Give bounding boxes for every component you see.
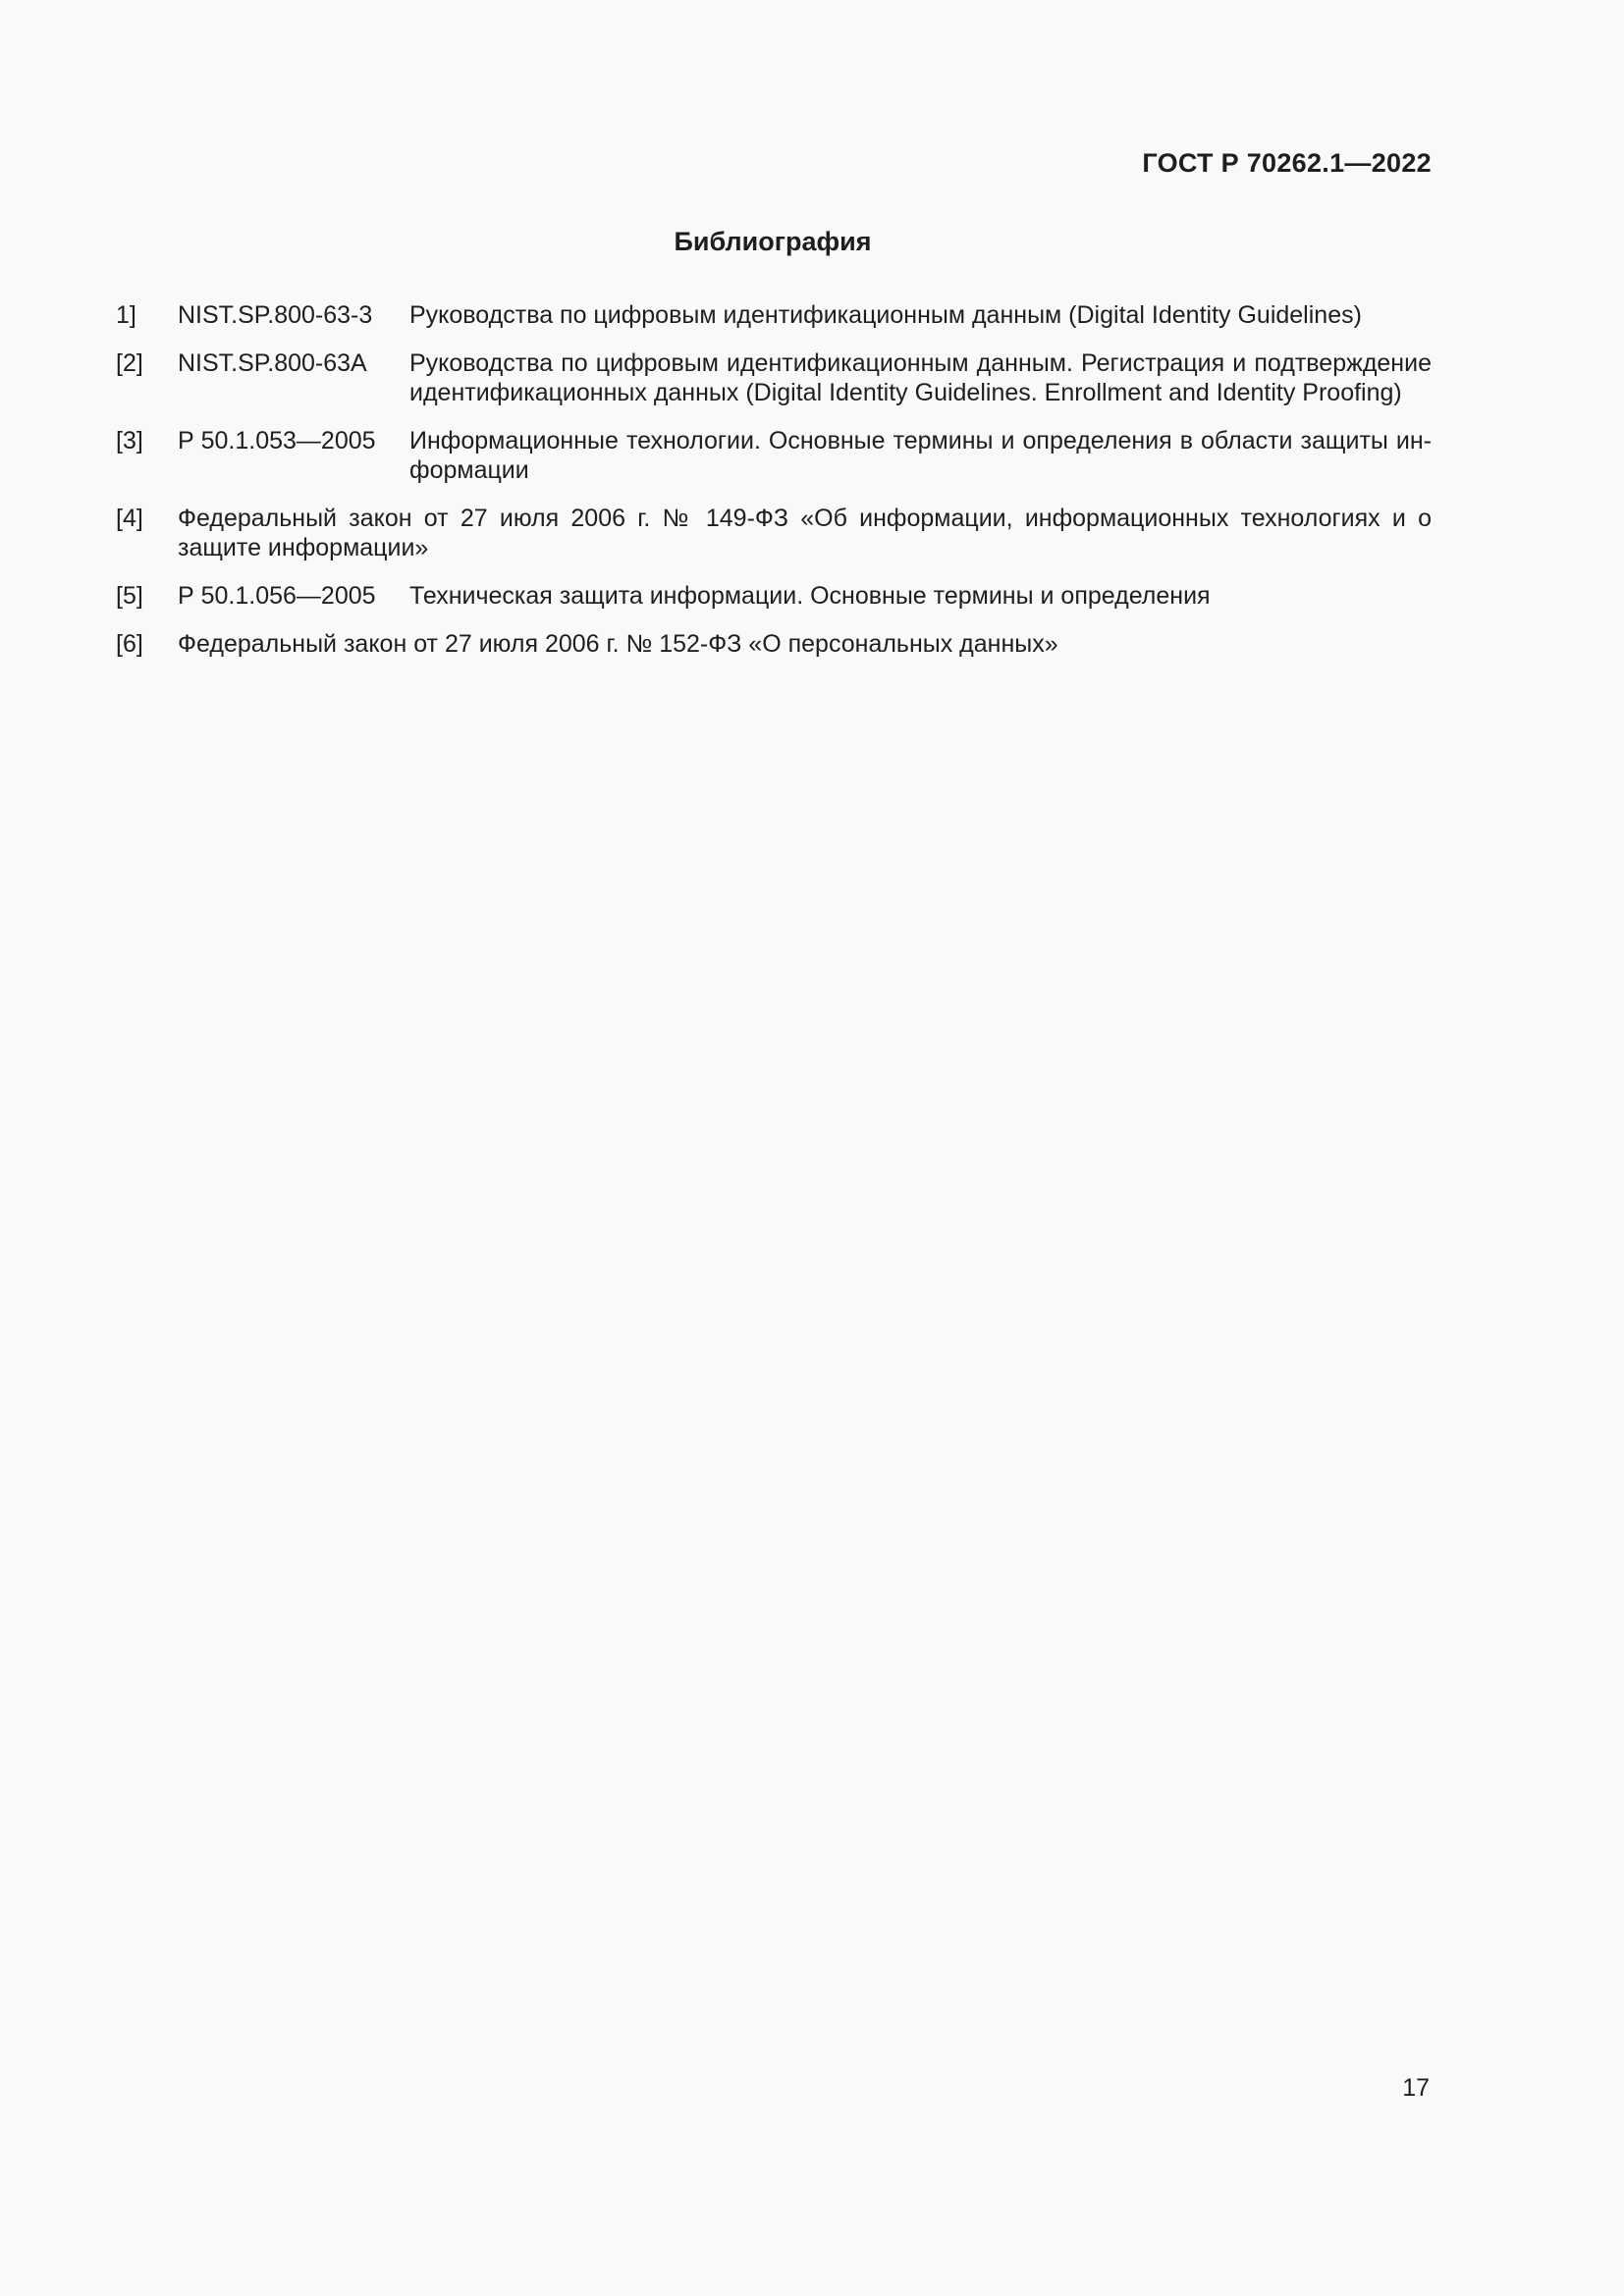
entry-number: 1] <box>116 301 136 329</box>
entry-text: Федеральный закон от 27 июля 2006 г. № 149-ФЗ «Об информации, информационных технологиях и о защите информации» <box>178 505 1432 561</box>
bibliography-entry <box>116 426 1432 485</box>
document-code: ГОСТ Р 70262.1—2022 <box>1142 148 1432 178</box>
entry-number: [5] <box>116 582 143 610</box>
bibliography-entry <box>116 629 1432 659</box>
bibliography-entry <box>116 581 1432 611</box>
entry-text: Руководства по цифровым идентификационным данным (Digital Identity Guidelines) <box>409 301 1362 329</box>
bibliography-entry <box>116 348 1432 407</box>
entry-code: NIST.SP.800-63A <box>178 349 367 377</box>
bibliography-list <box>116 300 1432 677</box>
entry-code: Р 50.1.053—2005 <box>178 427 376 454</box>
entry-number: [4] <box>116 505 143 532</box>
bibliography-entry <box>116 300 1432 330</box>
section-title: Библиография <box>674 227 872 256</box>
entry-number: [6] <box>116 630 143 658</box>
entry-code: Р 50.1.056—2005 <box>178 582 376 610</box>
entry-text: Руководства по цифровым идентификационным данным. Регистрация и подтверждение идентификационных данных (Digital Identity Guidelines. Enrollment and Identity Proofing) <box>409 349 1432 406</box>
entry-text: Федеральный закон от 27 июля 2006 г. № 152-ФЗ «О персональных данных» <box>178 630 1058 658</box>
entry-number: [3] <box>116 427 143 454</box>
page-number: 17 <box>1402 2074 1430 2102</box>
entry-number: [2] <box>116 349 143 377</box>
entry-text: Информационные технологии. Основные термины и определения в области защиты информации <box>409 427 1432 484</box>
entry-code: NIST.SP.800-63-3 <box>178 301 373 329</box>
bibliography-entry <box>116 504 1432 562</box>
entry-text: Техническая защита информации. Основные термины и определения <box>409 582 1211 610</box>
